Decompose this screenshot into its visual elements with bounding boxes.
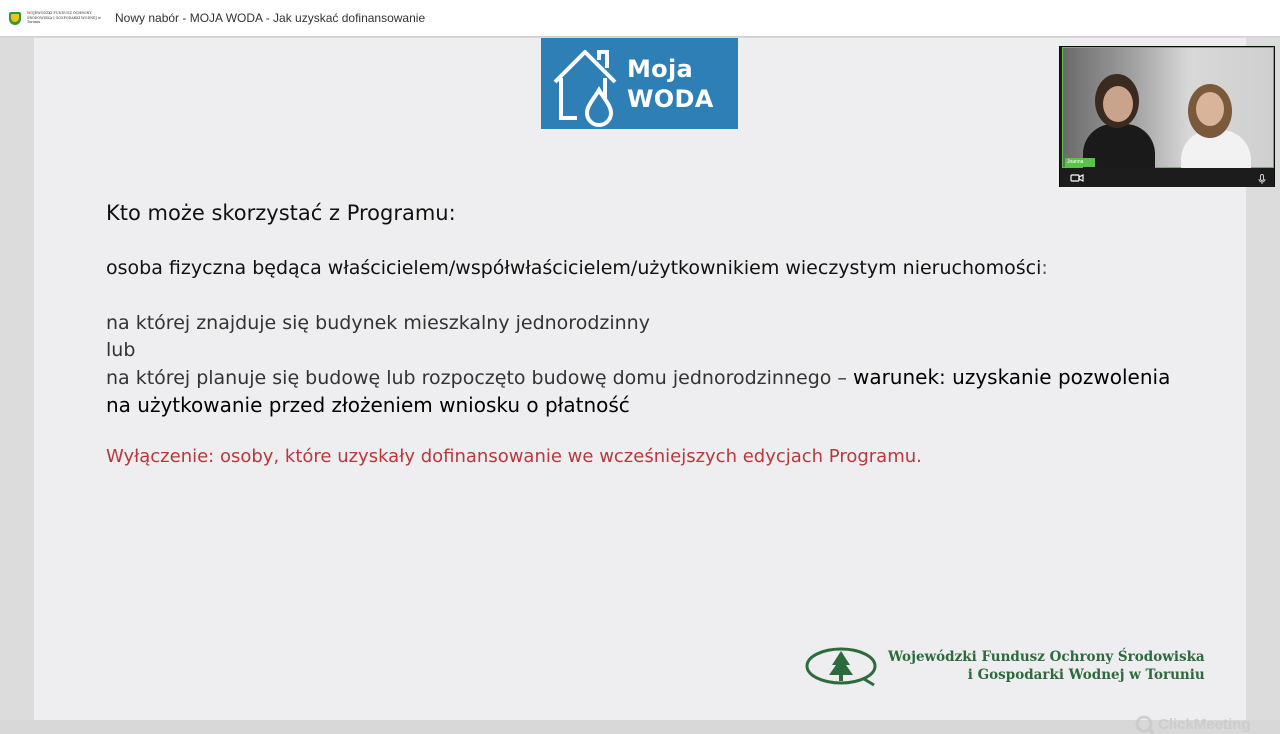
microphone-icon[interactable] [1258, 174, 1266, 184]
slide-subheading [106, 254, 1196, 282]
video-controls [1060, 168, 1274, 187]
house-drop-icon [547, 42, 627, 126]
participant-name-tag: Joanna [1065, 158, 1095, 167]
slide-heading: Kto może skorzystać z Programu: [106, 201, 456, 225]
body-line3 [106, 364, 1196, 420]
body-line3-condition: warunek: uzyskanie pozwolenia na użytkowanie przed złożeniem wniosku o płatność [106, 365, 1171, 417]
logo-line1: Moja [627, 55, 693, 83]
participant-1-face [1103, 86, 1133, 122]
clickmeeting-watermark [1134, 714, 1251, 734]
subheading-colon: : [1041, 257, 1048, 279]
footer-line1: Wojewódzki Fundusz Ochrony Środowiska [888, 649, 1205, 665]
body-line3-text: na której planuje się budowę lub rozpoczęto budowę domu jednorodzinnego – [106, 367, 847, 389]
tree-emblem-icon [804, 645, 878, 687]
slide-body [106, 310, 1196, 420]
participant-2-face [1196, 92, 1224, 126]
clickmeeting-logo-icon [1134, 714, 1154, 734]
exclusion-note: Wyłączenie: osoby, które uzyskały dofinansowanie we wcześniejszych edycjach Programu. [106, 446, 922, 467]
title-bar [0, 0, 1280, 37]
logo-line2: WODA [627, 85, 714, 113]
subheading-text: osoba fizyczna będąca właścicielem/współwłaścicielem/użytkownikiem wieczystym nieruchomości [106, 257, 1042, 279]
body-line1: na której znajduje się budynek mieszkalny jednorodzinny [106, 312, 650, 334]
body-line2: lub [106, 339, 136, 361]
wfosigw-logo [804, 645, 1205, 687]
footer-line2: i Gospodarki Wodnej w Toruniu [967, 667, 1205, 683]
camera-icon[interactable] [1070, 173, 1084, 183]
fund-emblem-icon [9, 12, 21, 25]
brand-text: WOJEWÓDZKI FUNDUSZ OCHRONY ŚRODOWISKA I GOSPODARKI WODNEJ w Toruniu [27, 11, 101, 25]
brand-logo [9, 11, 109, 25]
window-title: Nowy nabór - MOJA WODA - Jak uzyskać dofinansowanie [115, 11, 426, 25]
watermark-text: ClickMeeting [1158, 715, 1251, 733]
video-panel[interactable] [1059, 46, 1275, 187]
slide-content [106, 198, 1196, 470]
moja-woda-logo [541, 38, 738, 129]
participant-video[interactable] [1062, 47, 1274, 168]
